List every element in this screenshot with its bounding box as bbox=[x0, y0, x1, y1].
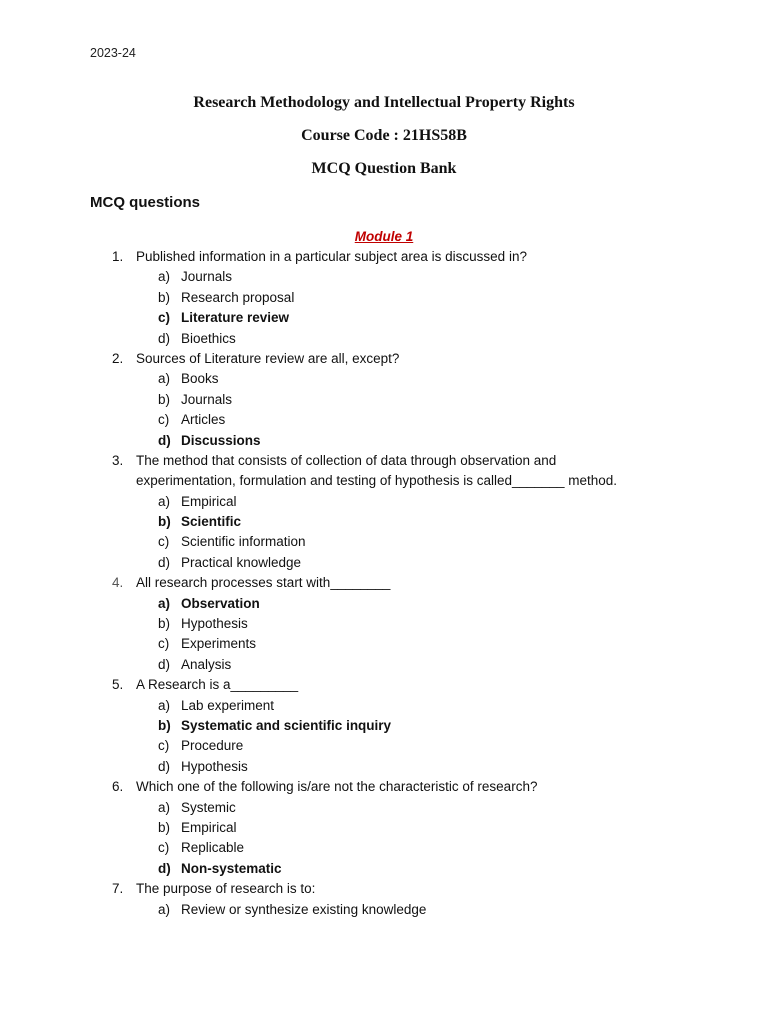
option-row bbox=[0, 369, 768, 389]
option-row bbox=[0, 798, 768, 818]
option-letter: d) bbox=[158, 554, 171, 570]
question-number: 6. bbox=[112, 779, 124, 795]
option-text: Experiments bbox=[181, 636, 257, 652]
document-title: Research Methodology and Intellectual Property Rights bbox=[193, 94, 575, 111]
option-text: Practical knowledge bbox=[181, 554, 302, 570]
option-text: Procedure bbox=[181, 738, 244, 754]
option-text: Empirical bbox=[181, 493, 237, 509]
question-text: A Research is a_________ bbox=[136, 677, 299, 693]
option-row bbox=[0, 838, 768, 858]
question-row bbox=[0, 471, 768, 491]
question-text: Sources of Literature review are all, except? bbox=[136, 350, 400, 366]
option-letter: a) bbox=[158, 697, 171, 713]
option-text: Scientific information bbox=[181, 534, 306, 550]
answer-option bbox=[0, 431, 768, 451]
option-letter: d) bbox=[158, 758, 171, 774]
option-row bbox=[0, 553, 768, 573]
option-letter: d) bbox=[158, 330, 171, 346]
question-row bbox=[0, 247, 768, 267]
option-letter: a) bbox=[158, 371, 171, 387]
option-text: Literature review bbox=[181, 310, 290, 326]
section-heading: MCQ questions bbox=[90, 194, 201, 211]
option-row bbox=[0, 532, 768, 552]
option-letter: d) bbox=[158, 656, 171, 672]
question-row bbox=[0, 879, 768, 899]
option-letter: c) bbox=[158, 534, 170, 550]
question-row bbox=[0, 451, 768, 471]
question-bank-title: MCQ Question Bank bbox=[311, 160, 457, 177]
question-text: The method that consists of collection of data through observation and bbox=[136, 452, 557, 468]
option-text: Research proposal bbox=[181, 289, 295, 305]
course-code: Course Code : 21HS58B bbox=[301, 127, 467, 144]
option-text: Review or synthesize existing knowledge bbox=[181, 901, 427, 917]
option-text: Empirical bbox=[181, 819, 237, 835]
question-row bbox=[0, 675, 768, 695]
year-label: 2023-24 bbox=[90, 46, 136, 60]
option-letter: c) bbox=[158, 310, 171, 326]
question-text: All research processes start with________ bbox=[136, 575, 391, 591]
option-text: Articles bbox=[181, 412, 226, 428]
option-letter: c) bbox=[158, 840, 170, 856]
option-row bbox=[0, 492, 768, 512]
option-text: Books bbox=[181, 371, 219, 387]
option-letter: a) bbox=[158, 901, 171, 917]
option-row bbox=[0, 900, 768, 920]
question-number: 3. bbox=[112, 452, 124, 468]
option-text: Observation bbox=[181, 595, 260, 611]
option-letter: a) bbox=[158, 799, 171, 815]
option-text: Analysis bbox=[181, 656, 232, 672]
option-row bbox=[0, 696, 768, 716]
option-row bbox=[0, 736, 768, 756]
option-letter: b) bbox=[158, 717, 171, 733]
option-letter: c) bbox=[158, 738, 170, 754]
option-text: Systematic and scientific inquiry bbox=[181, 717, 392, 733]
option-text: Journals bbox=[181, 391, 233, 407]
option-letter: b) bbox=[158, 289, 171, 305]
question-text: Which one of the following is/are not the characteristic of research? bbox=[136, 779, 538, 795]
module-heading: Module 1 bbox=[354, 229, 414, 244]
option-row bbox=[0, 390, 768, 410]
option-text: Hypothesis bbox=[181, 616, 248, 632]
answer-option bbox=[0, 716, 768, 736]
option-text: Journals bbox=[181, 269, 233, 285]
option-row bbox=[0, 288, 768, 308]
option-text: Replicable bbox=[181, 840, 245, 856]
option-row bbox=[0, 614, 768, 634]
question-row bbox=[0, 349, 768, 369]
option-letter: b) bbox=[158, 391, 171, 407]
option-row bbox=[0, 267, 768, 287]
option-text: Hypothesis bbox=[181, 758, 248, 774]
option-letter: d) bbox=[158, 432, 171, 448]
option-row bbox=[0, 655, 768, 675]
question-number: 2. bbox=[112, 350, 124, 366]
option-row bbox=[0, 818, 768, 838]
option-row bbox=[0, 329, 768, 349]
question-list bbox=[0, 247, 768, 920]
question-number: 7. bbox=[112, 881, 124, 897]
option-letter: b) bbox=[158, 616, 171, 632]
question-row bbox=[0, 777, 768, 797]
question-text: Published information in a particular subject area is discussed in? bbox=[136, 249, 527, 264]
option-letter: c) bbox=[158, 636, 170, 652]
option-letter: c) bbox=[158, 412, 170, 428]
option-row bbox=[0, 634, 768, 654]
option-letter: b) bbox=[158, 819, 171, 835]
option-text: Non-systematic bbox=[181, 860, 282, 876]
option-text: Discussions bbox=[181, 432, 261, 448]
answer-option bbox=[0, 512, 768, 532]
question-number: 1. bbox=[112, 249, 124, 264]
answer-option bbox=[0, 859, 768, 879]
question-row bbox=[0, 573, 768, 593]
question-number: 4. bbox=[112, 575, 124, 591]
option-text: Lab experiment bbox=[181, 697, 275, 713]
option-row bbox=[0, 757, 768, 777]
option-letter: a) bbox=[158, 493, 171, 509]
question-text: experimentation, formulation and testing of hypothesis is called_______ method. bbox=[136, 473, 618, 489]
option-text: Systemic bbox=[181, 799, 236, 815]
answer-option bbox=[0, 594, 768, 614]
option-text: Bioethics bbox=[181, 330, 236, 346]
option-letter: a) bbox=[158, 269, 171, 285]
question-number: 5. bbox=[112, 677, 124, 693]
question-text: The purpose of research is to: bbox=[136, 881, 316, 897]
option-letter: b) bbox=[158, 514, 171, 530]
option-letter: d) bbox=[158, 860, 171, 876]
answer-option bbox=[0, 308, 768, 328]
option-letter: a) bbox=[158, 595, 171, 611]
option-row bbox=[0, 410, 768, 430]
option-text: Scientific bbox=[181, 514, 242, 530]
